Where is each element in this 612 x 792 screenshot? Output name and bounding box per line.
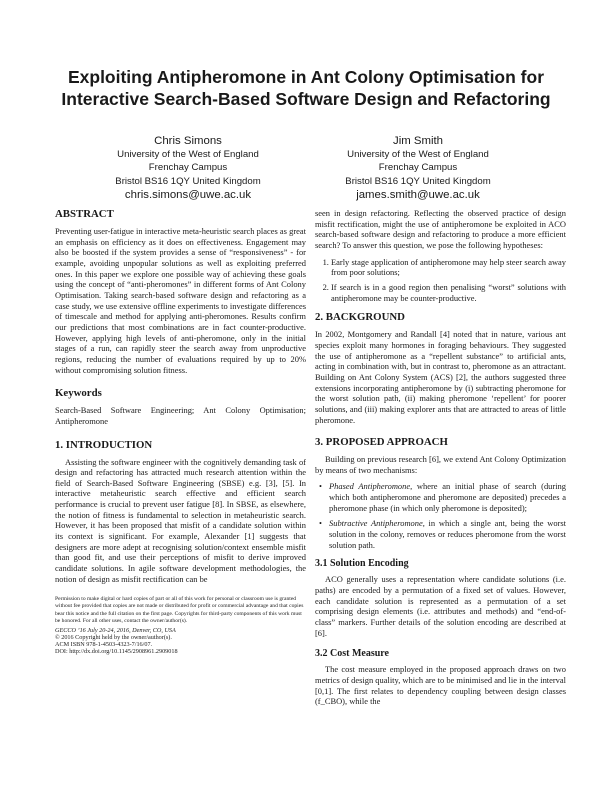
hypothesis-item: 2. If search is in a good region then penalising “worst” solutions with antipheromone may be counter-productive. bbox=[331, 282, 566, 303]
footnote-copyright: © 2016 Copyright held by the owner/author(s). bbox=[55, 633, 172, 641]
author-name: Chris Simons bbox=[154, 135, 222, 147]
background-heading: 2. BACKGROUND bbox=[315, 311, 405, 324]
bullet-icon: • bbox=[319, 481, 322, 492]
author-address: Bristol BS16 1QY United Kingdom bbox=[345, 175, 491, 187]
footnote-block bbox=[55, 596, 306, 655]
author-block-1 bbox=[88, 134, 288, 202]
bullet-icon: • bbox=[319, 518, 322, 529]
mechanism-text: , in which a single ant, being the worst solution in the colony, removes or reduces pheromone from the worst solution path. bbox=[329, 518, 566, 550]
author-name: Jim Smith bbox=[393, 135, 443, 147]
cost-text: The cost measure employed in the proposed approach draws on two metrics of design quality, which are to be minimised and lie in the interval [0,1]. The first relates to dependency coupling between design classes (f_CBO), while the bbox=[315, 664, 566, 707]
keywords-heading: Keywords bbox=[55, 387, 102, 400]
encoding-heading: 3.1 Solution Encoding bbox=[315, 558, 409, 570]
abstract-text: Preventing user-fatigue in interactive meta-heuristic search places as great an emphasis on efficiency as it does on effectiveness. Engagement may also be boosted if the system provides a sense of “responsiveness” - for example, avoiding unpopular solutions as well as exploiting preferred ones. In this paper we explore one possible way of achieving these goals using the concept of “anti-pheromones” in different forms of Ant Colony Optimisation. Taking search-based software design and refactoring as a case study, we use extensive offline experiments to investigate differences of timescale and method for applying anti-pheromones. Results confirm our predictions that most combinations are in fact counter-productive. However, applying high levels of anti-pheromone, only in the initial stages of a run, can rapidly steer the search away from unproductive regions, reducing the number of evaluations required by up to 20% without compromising solution fitness. bbox=[55, 226, 306, 375]
author-campus: Frenchay Campus bbox=[148, 162, 228, 174]
author-campus: Frenchay Campus bbox=[378, 162, 458, 174]
introduction-text: Assisting the software engineer with the cognitively demanding task of design and refactoring has attracted much research attention within the field of Search-Based Software Engineering (SBSE) e.g. [3], [5]. In interactive metaheuristic search effective and efficient search performance is crucial to prevent user fatigue [8]. In SBSE, as elsewhere, the notion of fitness is fundamental to selection in metaheuristic search. However, it has been proposed that misfit of a candidate solution within its context is significant. For example, Alexander [1] suggests that designers are more adept at recognising solution/context ensemble misfit than good fit, and use their perceptions of misfit to derive improved candidate solutions. In agile software development methodologies, the notion of design as misfit rectification can be bbox=[55, 456, 306, 584]
abstract-heading: ABSTRACT bbox=[55, 208, 114, 220]
intro-continued-text: seen in design refactoring. Reflecting the observed practice of design misfit rectification, might the use of antipheromone be exploited in ACO search-based software design and refactoring to produce a more efficient search? To answer this question, we pose the following hypotheses: bbox=[315, 208, 566, 250]
approach-heading: 3. PROPOSED APPROACH bbox=[315, 436, 448, 449]
paper-title bbox=[40, 66, 572, 110]
hypothesis-item: 1. Early stage application of antipheromone may help steer search away from poor solutions; bbox=[331, 257, 566, 278]
author-affiliation: University of the West of England bbox=[117, 149, 259, 160]
author-address: Bristol BS16 1QY United Kingdom bbox=[115, 175, 261, 187]
cost-heading: 3.2 Cost Measure bbox=[315, 648, 389, 660]
encoding-text: ACO generally uses a representation where candidate solutions (i.e. paths) are encoded by a permutation of a fixed set of values. However, each candidate solution is represented as a permutation of a set comprising design elements (i.e. attributes and methods) and “end-of-class” markers. Further details of the solution encoding are described at [6]. bbox=[315, 574, 566, 638]
left-column bbox=[55, 208, 306, 655]
introduction-heading: 1. INTRODUCTION bbox=[55, 438, 153, 451]
mechanism-item bbox=[319, 518, 566, 550]
background-text: In 2002, Montgomery and Randall [4] noted that in nature, various ant species exploit many hormones in foraging behaviours. They suggested the use of antipheromone as a “repellent substance” to artificial ants, acting in combination with, but in contrast to, pheromone as an attractant. Building on Ant Colony System (ACS) [2], the authors suggested three extensions incorporating antipheromone by (i) subtracting pheromone for the worst solution path, (ii) making pheromone ‘repellent’ for poorer solutions, and (iii) making explorer ants that are attracted to areas of little pheromone. bbox=[315, 329, 566, 425]
mechanism-text: , where an initial phase of search (during which both antipheromone and pheromone are deposited) precedes a pheromone phase (in which only pheromone is deposited); bbox=[329, 481, 566, 513]
footnote-permission: Permission to make digital or hard copies of part or all of this work for personal or classroom use is granted without fee provided that copies are not made or distributed for profit or commercial advantage and that copies bear this notice and the full citation on the first page. Copyrights for third-party components of this work must be honored. For all other uses, contact the owner/author(s). bbox=[55, 596, 304, 624]
mechanisms-list bbox=[315, 481, 566, 550]
author-block-2 bbox=[318, 134, 518, 202]
footnote-doi: DOI: http://dx.doi.org/10.1145/2908961.2909018 bbox=[55, 648, 178, 656]
author-affiliation: University of the West of England bbox=[347, 149, 489, 160]
approach-text: Building on previous research [6], we extend Ant Colony Optimization by means of two mechanisms: bbox=[315, 454, 566, 475]
footnote-isbn: ACM ISBN 978-1-4503-4323-7/16/07. bbox=[55, 640, 153, 648]
mechanism-name: Subtractive Antipheromone bbox=[329, 518, 423, 529]
author-email: james.smith@uwe.ac.uk bbox=[356, 189, 480, 202]
hypotheses-list bbox=[315, 257, 566, 304]
mechanism-name: Phased Antipheromone bbox=[329, 481, 411, 492]
author-email: chris.simons@uwe.ac.uk bbox=[124, 189, 252, 202]
mechanism-item bbox=[319, 481, 566, 513]
keywords-text: Search-Based Software Engineering; Ant Colony Optimisation; Antipheromone bbox=[55, 405, 306, 426]
title-line-1: Exploiting Antipheromone in Ant Colony Optimisation for bbox=[67, 67, 545, 87]
title-line-2: Interactive Search-Based Software Design and Refactoring bbox=[61, 89, 551, 109]
footnote-conference: GECCO ’16 July 20-24, 2016, Denver, CO, USA bbox=[55, 626, 176, 634]
right-column bbox=[315, 208, 566, 707]
